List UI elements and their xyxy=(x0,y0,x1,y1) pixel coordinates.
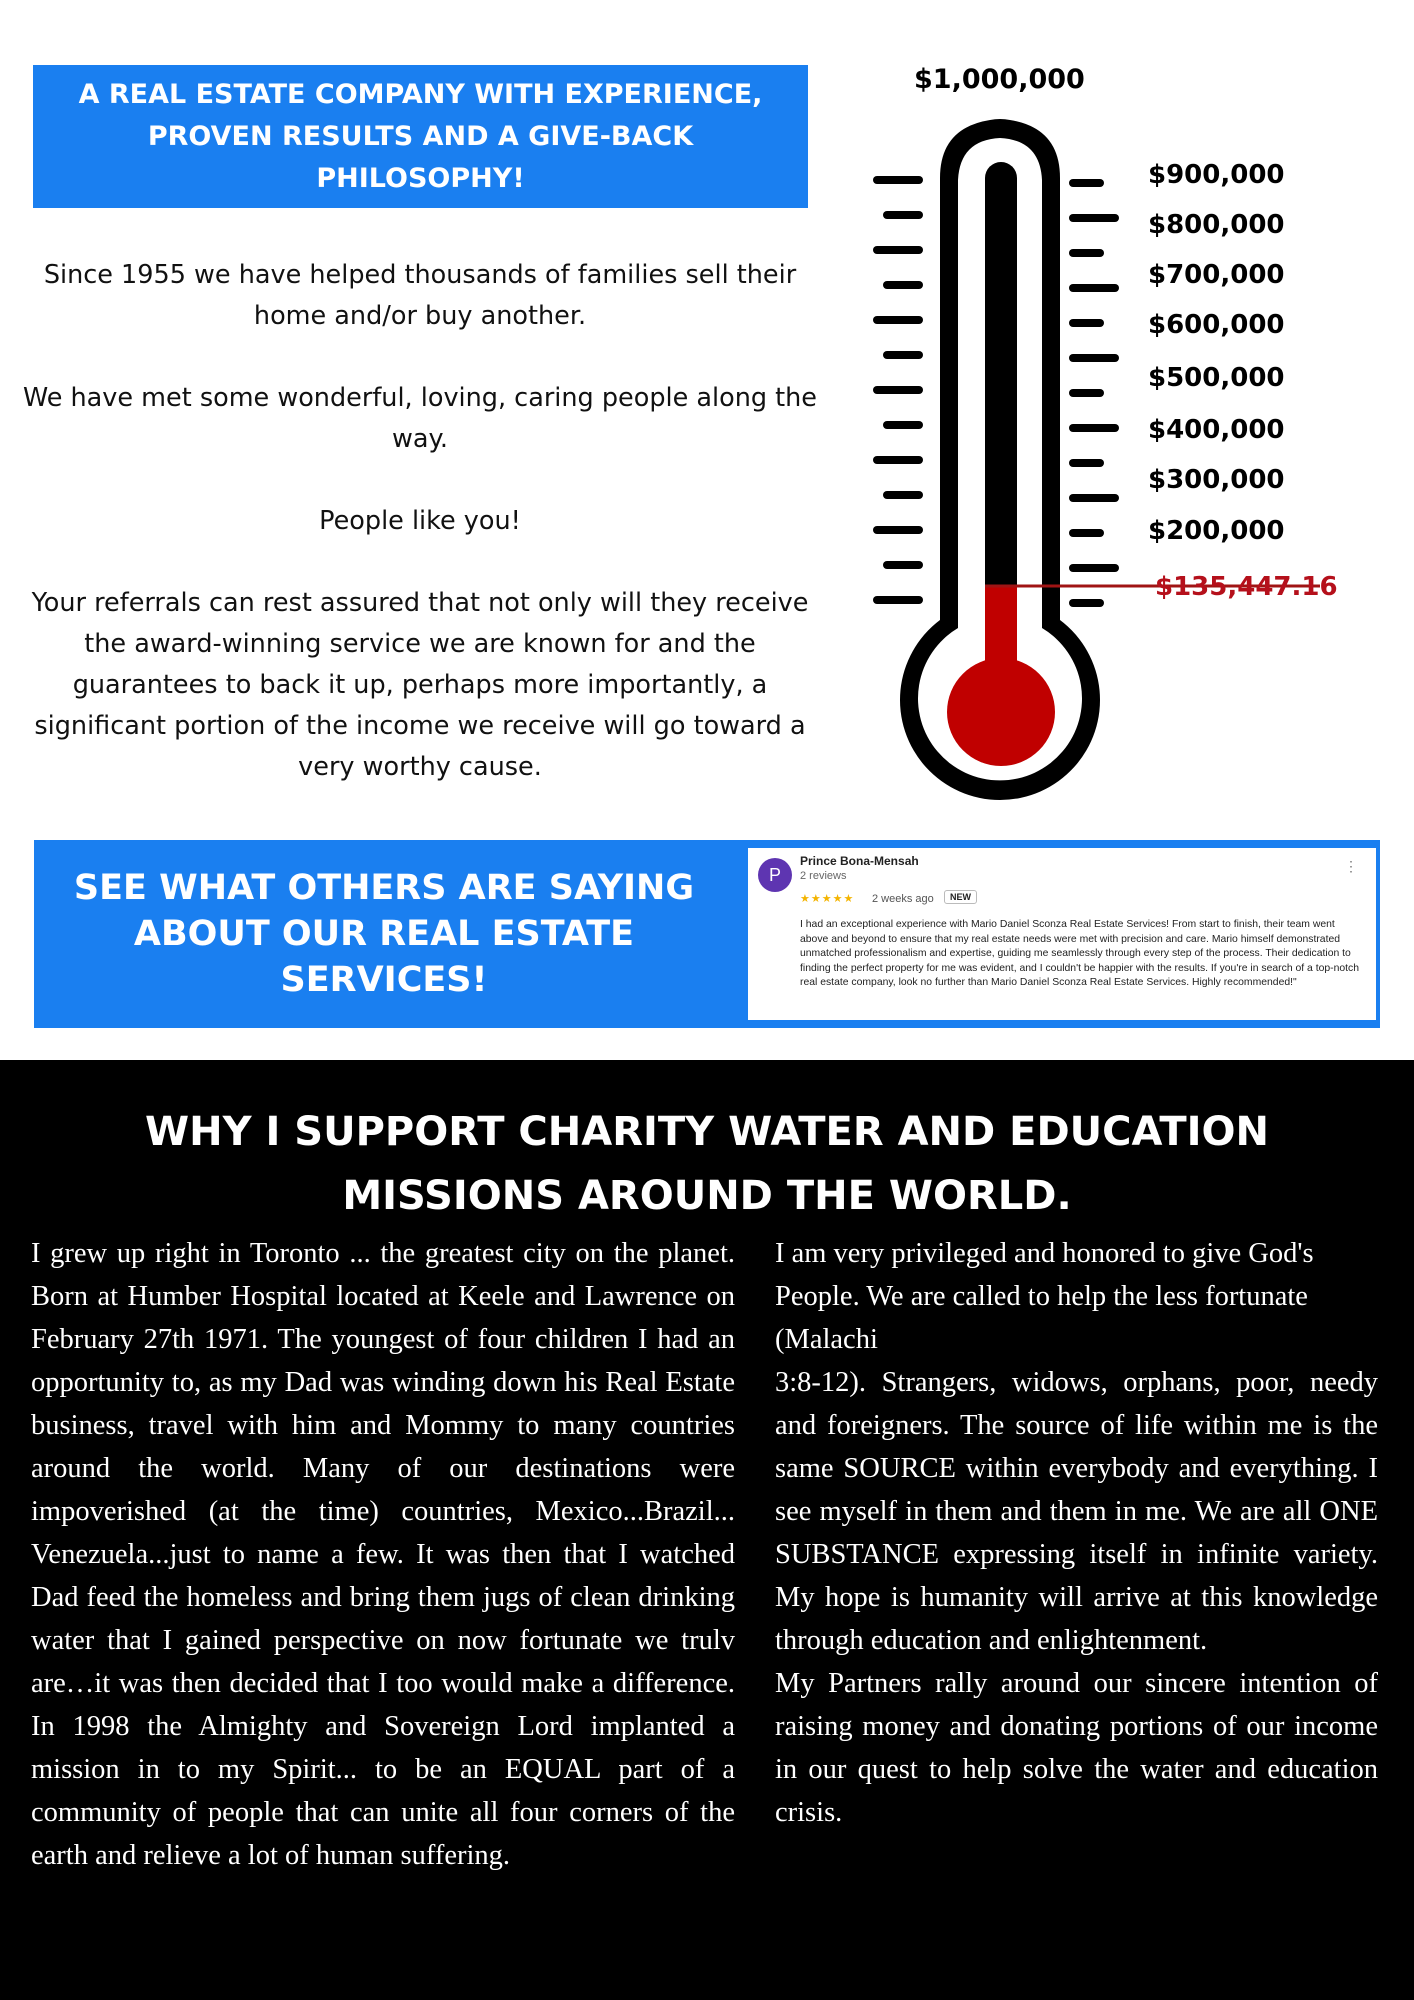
charity-title: WHY I SUPPORT CHARITY WATER AND EDUCATION MISSIONS AROUND THE WORLD. xyxy=(144,1109,1270,1219)
review-time: 2 weeks ago xyxy=(872,893,934,905)
charity-right-text-1a: I am very privileged and honored to give God's People. We are called to help the less fortunate (Malachi xyxy=(775,1238,1314,1355)
fundraising-thermometer xyxy=(850,55,1414,815)
new-badge: NEW xyxy=(944,890,977,904)
intro-paragraph-3: People like you! xyxy=(319,506,521,536)
thermometer-left-ticks xyxy=(877,180,919,600)
goal-label: $1,000,000 xyxy=(914,64,1085,95)
thermometer-bulb xyxy=(947,658,1055,766)
headline-text: A REAL ESTATE COMPANY WITH EXPERIENCE, PROVEN RESULTS AND A GIVE-BACK PHILOSOPHY! xyxy=(78,78,763,194)
intro-text xyxy=(20,255,820,829)
headline-banner xyxy=(33,65,808,208)
avatar: P xyxy=(758,858,792,892)
reviews-heading xyxy=(34,840,734,1028)
charity-left-text: I grew up right in Toronto ... the greatest city on the planet. Born at Humber Hospital located at Keele and Lawrence on February 27th 1971. The youngest of four children I had an opportunity to, as my Dad was winding down his Real Estate business, travel with him and Mommy to many countries around the world. Many of our destinations were impoverished (at the time) countries, Mexico...Brazil... Venezuela...just to name a few. It was then that I watched Dad feed the homeless and bring them jugs of clean drinking water that I gained perspective on now fortunate we trulv are…it was then decided that I too would make a difference. In 1998 the Almighty and Sovereign Lord implanted a mission in to my Spirit... to be an EQUAL part of a community of people that can unite all four corners of the earth and relieve a lot of human suffering. xyxy=(31,1238,735,1871)
review-text: I had an exceptional experience with Mario Daniel Sconza Real Estate Services! From start to finish, their team went above and beyond to ensure that my real estate needs were met with precision and care. Mario himself demonstrated unmatched professionalism and expertise, guiding me seamlessly through every step of the process. Their dedication to finding the perfect property for me was evident, and I couldn't be happier with the results. If you're in search of a top-notch real estate company, look no further than Mario Daniel Sconza Real Estate Services. Highly recommended!" xyxy=(800,919,1360,988)
review-count: 2 reviews xyxy=(800,870,847,882)
charity-left-column xyxy=(31,1232,735,1877)
scale-label-400k: $400,000 xyxy=(1148,415,1285,445)
thermometer-right-ticks xyxy=(1073,183,1115,603)
scale-label-300k: $300,000 xyxy=(1148,465,1285,495)
scale-label-700k: $700,000 xyxy=(1148,260,1285,290)
scale-label-500k: $500,000 xyxy=(1148,363,1285,393)
raised-amount: $135,447.16 xyxy=(1155,572,1338,602)
star-rating: ★★★★★ xyxy=(800,893,855,905)
scale-label-200k: $200,000 xyxy=(1148,516,1285,546)
charity-right-text-1b: 3:8-12). Strangers, widows, orphans, poor, needy and foreigners. The source of life within me is the same SOURCE within everybody and everything. I see myself in them and them in me. We are all ONE SUBSTANCE expressing itself in infinite variety. My hope is humanity will arrive at this knowledge through education and enlightenment. xyxy=(775,1367,1378,1656)
charity-right-column xyxy=(775,1232,1378,1834)
scale-label-600k: $600,000 xyxy=(1148,310,1285,340)
more-options-icon[interactable]: ⋮ xyxy=(1344,858,1358,874)
scale-label-900k: $900,000 xyxy=(1148,160,1285,190)
intro-paragraph-4: Your referrals can rest assured that not only will they receive the award-winning service we are known for and the guarantees to back it up, perhaps more importantly, a significant portion of the income we receive will go toward a very worthy cause. xyxy=(31,588,809,782)
intro-paragraph-2: We have met some wonderful, loving, caring people along the way. xyxy=(23,383,817,454)
scale-label-800k: $800,000 xyxy=(1148,210,1285,240)
intro-paragraph-1: Since 1955 we have helped thousands of families sell their home and/or buy another. xyxy=(43,260,797,331)
charity-right-text-2: My Partners rally around our sincere intention of raising money and donating portions of our income in our quest to help solve the water and education crisis. xyxy=(775,1668,1378,1828)
review-card xyxy=(748,848,1376,1020)
reviewer-name: Prince Bona-Mensah xyxy=(800,854,919,868)
reviews-heading-text: SEE WHAT OTHERS ARE SAYING ABOUT OUR REAL ESTATE SERVICES! xyxy=(73,868,695,1000)
